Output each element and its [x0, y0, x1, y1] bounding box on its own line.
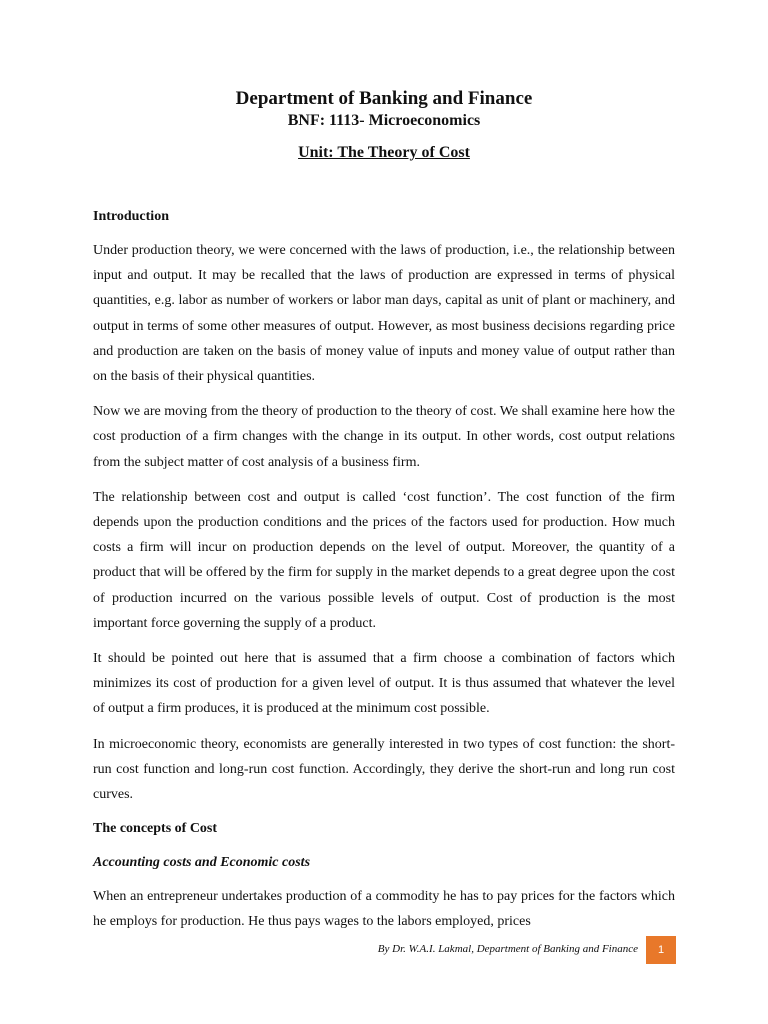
- unit-title: Unit: The Theory of Cost: [298, 144, 470, 161]
- paragraph: The relationship between cost and output is called ‘cost function’. The cost function of the firm depends upon the production conditions and the prices of the factors used for production. How much costs a firm will incur on production depends on the level of output. Moreover, the quantity of a product that will be offered by the firm for supply in the market depends to a great degree upon the cost of production incurred on the various possible levels of output. Cost of production is the most important force governing the supply of a product.: [93, 489, 675, 631]
- department-title: Department of Banking and Finance: [235, 88, 533, 109]
- paragraph: When an entrepreneur undertakes production of a commodity he has to pay prices for the factors which he employs for production. He thus pays wages to the labors employed, prices: [93, 889, 675, 930]
- document-body: [93, 204, 675, 935]
- footer-author-line: By Dr. W.A.I. Lakmal, Department of Banking and Finance: [377, 943, 638, 955]
- section-heading-concepts: The concepts of Cost: [93, 821, 218, 837]
- page-number-badge: 1: [646, 936, 676, 964]
- paragraph: It should be pointed out here that is assumed that a firm choose a combination of factors which minimizes its cost of production for a given level of output. It is thus assumed that whatever the level of output a firm produces, it is produced at the minimum cost possible.: [93, 651, 675, 717]
- paragraph: Under production theory, we were concerned with the laws of production, i.e., the relationship between input and output. It may be recalled that the laws of production are expressed in terms of physical quantities, e.g. labor as number of workers or labor man days, capital as unit of plant or machinery, and output in terms of some other measures of output. However, as most business decisions regarding price and production are taken on the basis of money value of inputs and money value of output rather than on the basis of their physical quantities.: [93, 243, 675, 385]
- paragraph: Now we are moving from the theory of production to the theory of cost. We shall examine here how the cost production of a firm changes with the change in its output. In other words, cost output relations from the subject matter of cost analysis of a business firm.: [93, 404, 675, 470]
- course-title: BNF: 1113- Microeconomics: [287, 112, 481, 129]
- subsection-heading: Accounting costs and Economic costs: [93, 855, 311, 871]
- section-heading-introduction: Introduction: [93, 209, 169, 224]
- paragraph: In microeconomic theory, economists are generally interested in two types of cost function: the short-run cost function and long-run cost function. Accordingly, they derive the short-run and long run cost curves.: [93, 736, 675, 803]
